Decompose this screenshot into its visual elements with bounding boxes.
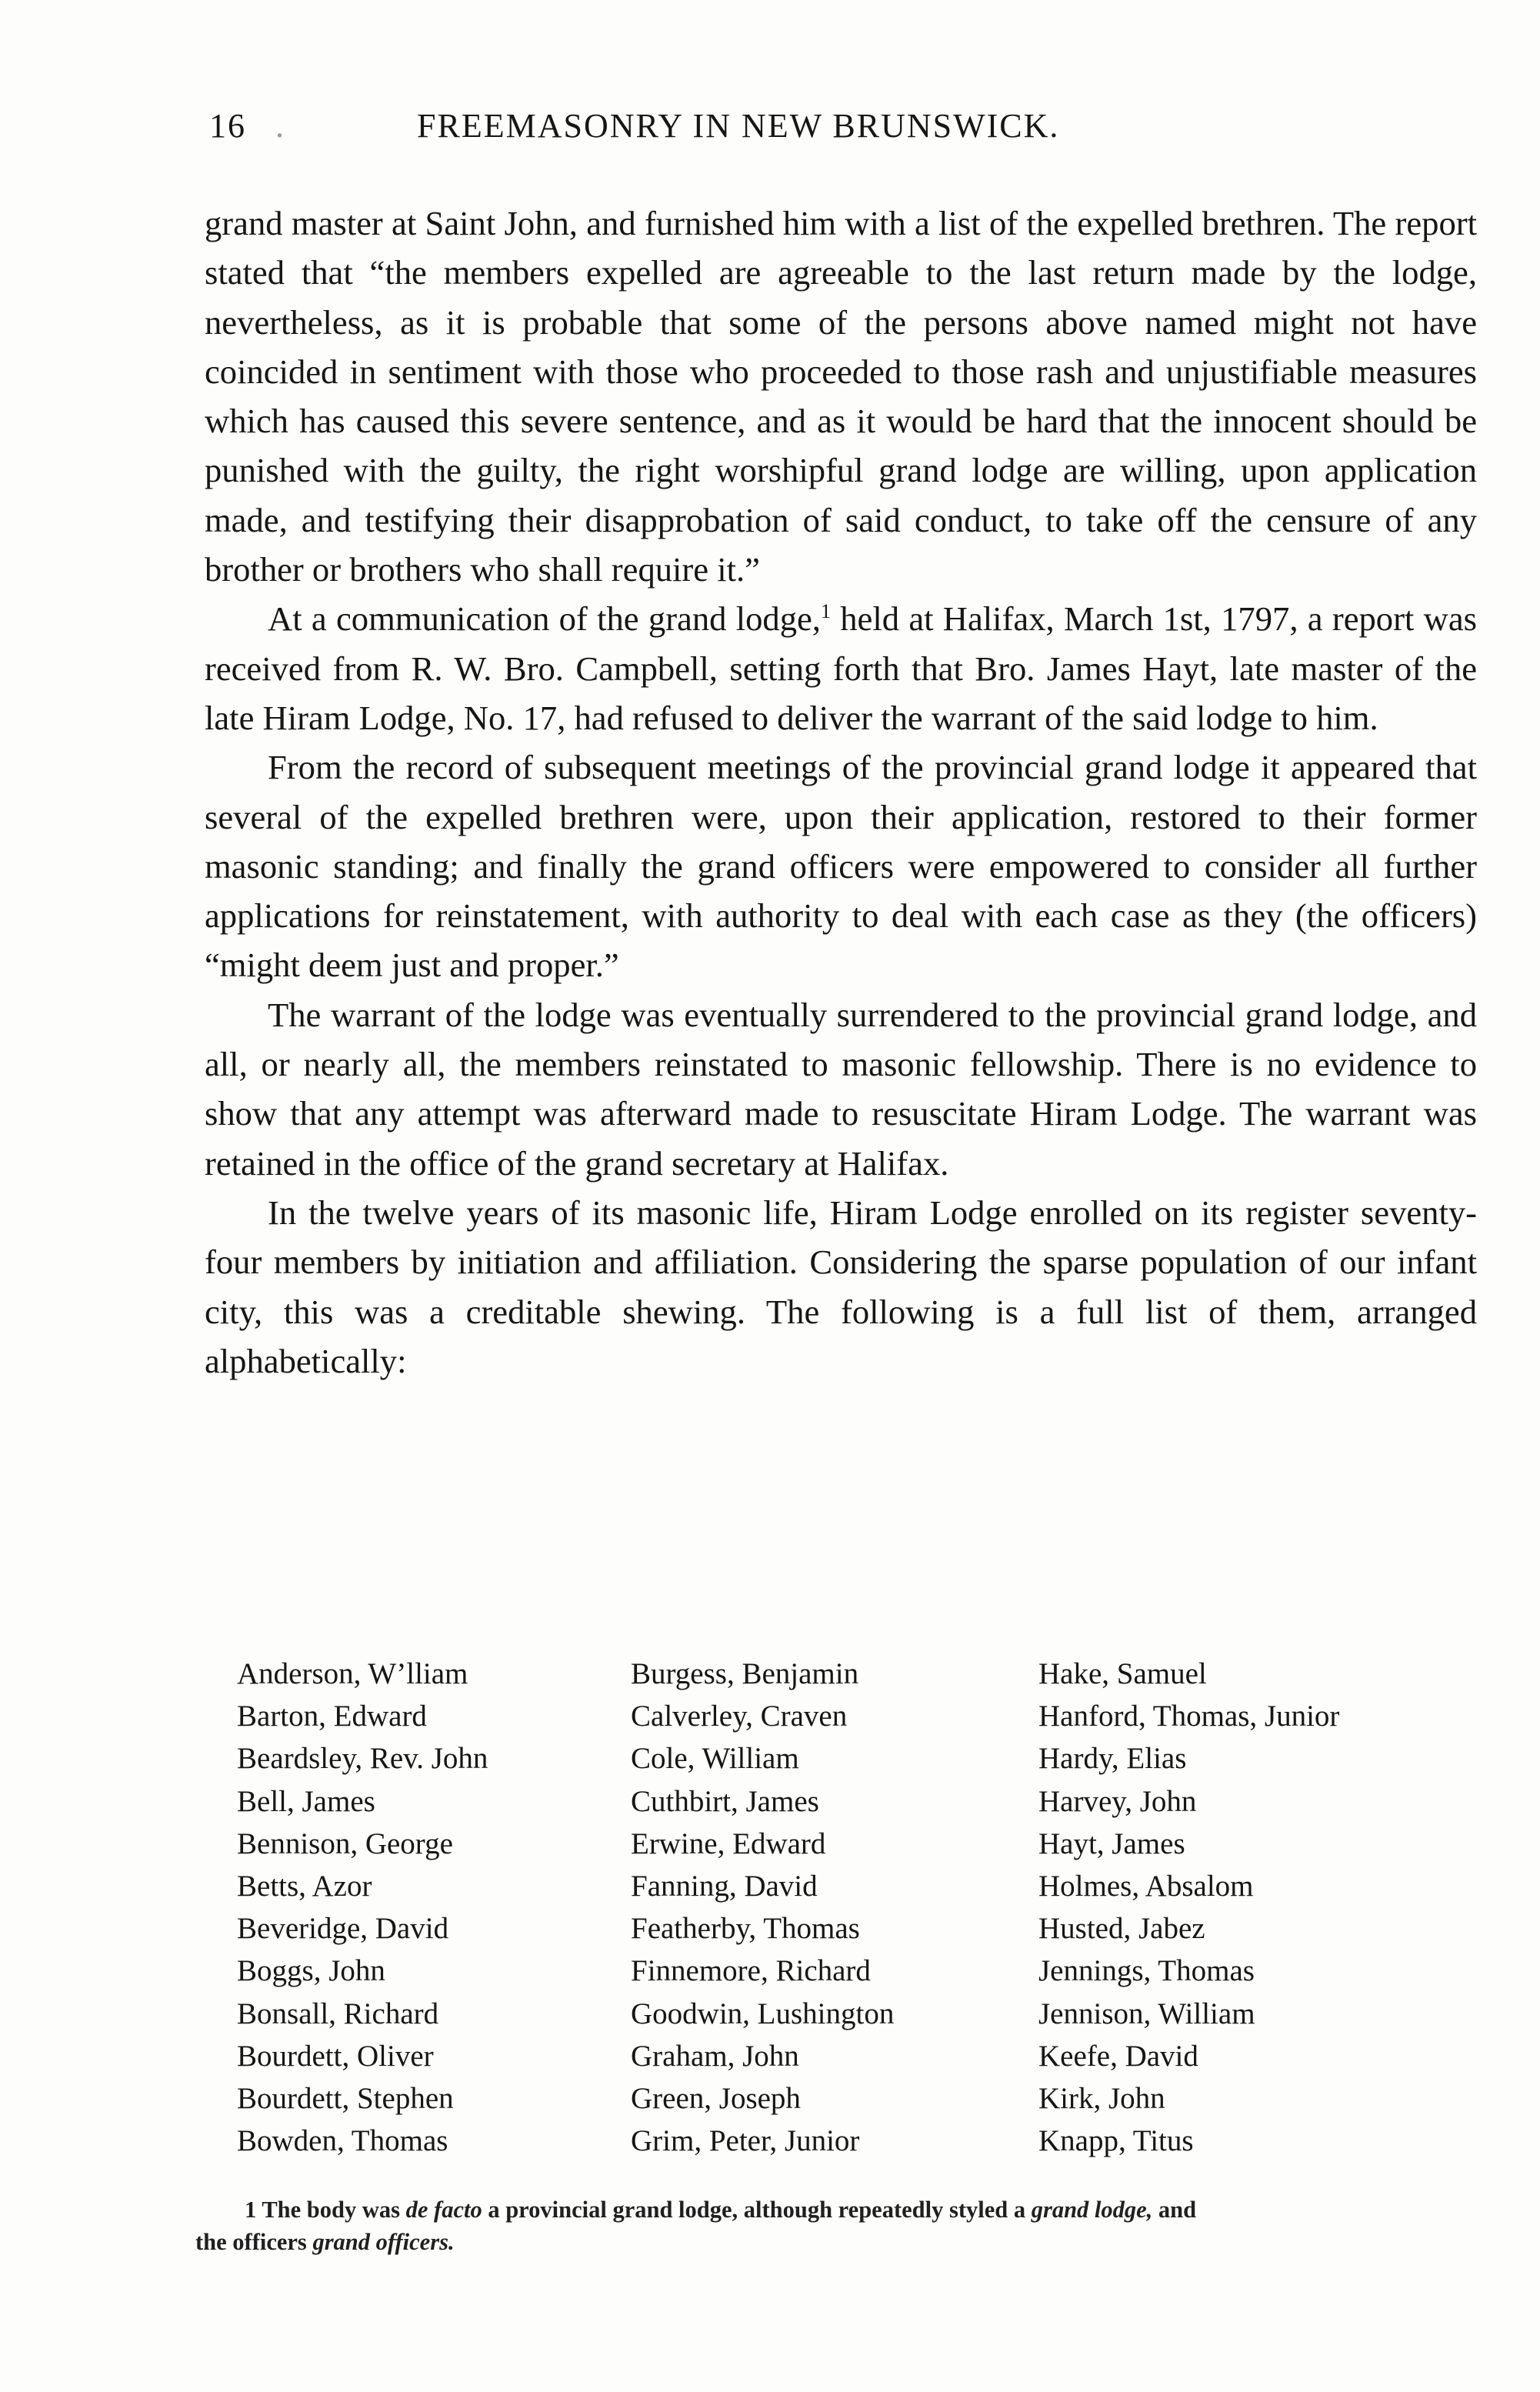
footnote-italic-de-facto: de facto bbox=[405, 2197, 482, 2223]
list-item: Graham, John bbox=[631, 2039, 799, 2073]
list-item: Erwine, Edward bbox=[631, 1827, 826, 1860]
member-list-column-3 bbox=[1038, 1653, 1339, 2162]
list-item: Hanford, Thomas, Junior bbox=[1038, 1700, 1340, 1733]
paragraph-warrant: The warrant of the lodge was eventually surrendered to the provincial grand lodge, and all, or nearly all, the members reinstated to masonic fellowship. There is no evidence to show that any attempt was afterward made to resuscitate Hiram Lodge. The warrant was retained in the office of the grand secretary at Halifax. bbox=[205, 995, 1477, 1183]
header-separator: . bbox=[275, 107, 285, 145]
paragraph-record: From the record of subsequent meetings of the provincial grand lodge it appeared that several of the expelled brethren were, upon their application, restored to their former masonic standing; and finally the grand officers were empowered to consider all further applications for reinstatement, with authority to deal with each case as they (the officers) “might deem just and proper.” bbox=[205, 748, 1477, 985]
footnote-number: 1 bbox=[245, 2197, 257, 2223]
footnote-line-2 bbox=[195, 2226, 1472, 2258]
list-item: Burgess, Benjamin bbox=[631, 1657, 859, 1690]
footnote bbox=[195, 2194, 1472, 2258]
list-item: Bonsall, Richard bbox=[237, 1997, 439, 2030]
list-item: Harvey, John bbox=[1038, 1784, 1197, 1818]
footnote-reference-mark[interactable]: 1 bbox=[820, 600, 831, 623]
list-item: Featherby, Thomas bbox=[631, 1912, 860, 1946]
list-item: Cole, William bbox=[631, 1742, 799, 1776]
footnote-italic-grand-officers: grand officers. bbox=[312, 2229, 455, 2255]
footnote-italic-grand-lodge: grand lodge, bbox=[1031, 2197, 1153, 2223]
communication-text-end: held at Halifax, March 1st, 1797, a report was received from R. W. Bro. Campbell, setting forth that Bro. James Hayt, late master of the late Hiram Lodge, No. 17, had refused to deliver the warrant of the said lodge to him. bbox=[205, 599, 1477, 737]
list-item: Hardy, Elias bbox=[1038, 1742, 1187, 1776]
list-item: Bell, James bbox=[237, 1784, 375, 1818]
list-item: Calverley, Craven bbox=[631, 1700, 848, 1733]
list-item: Holmes, Absalom bbox=[1038, 1870, 1254, 1903]
paragraph-continued: grand master at Saint John, and furnished him with a list of the expelled brethren. The report stated that “the members expelled are agreeable to the last return made by the lodge, nevertheless, as it is probable that some of the persons above named might not have coincided in sentiment with those who proceeded to those rash and unjustifiable measures which has caused this severe sentence, and as it would be hard that the innocent should be punished with the guilty, the right worshipful grand lodge are willing, upon application made, and testifying their disapprobation of said conduct, to take off the censure of any brother or brothers who shall require it.” bbox=[205, 204, 1477, 589]
list-item: Grim, Peter, Junior bbox=[631, 2124, 860, 2158]
body-text bbox=[205, 198, 1477, 1386]
footnote-line-1 bbox=[195, 2194, 1472, 2226]
footnote-text-2: a provincial grand lodge, although repeatedly styled a bbox=[482, 2197, 1032, 2223]
list-item: Fanning, David bbox=[631, 1870, 818, 1903]
list-item: Bourdett, Stephen bbox=[237, 2082, 454, 2116]
list-item: Boggs, John bbox=[237, 1954, 385, 1988]
list-item: Kirk, John bbox=[1038, 2082, 1165, 2116]
list-item: Bennison, George bbox=[237, 1827, 453, 1860]
list-item: Hayt, James bbox=[1038, 1827, 1185, 1860]
page-header bbox=[209, 106, 1486, 160]
list-item: Betts, Azor bbox=[237, 1870, 372, 1903]
list-item: Cuthbirt, James bbox=[631, 1784, 819, 1818]
list-item: Bourdett, Oliver bbox=[237, 2039, 434, 2073]
list-item: Goodwin, Lushington bbox=[631, 1997, 895, 2030]
list-item: Beveridge, David bbox=[237, 1912, 449, 1946]
member-list-column-1 bbox=[237, 1653, 488, 2162]
paragraph-communication bbox=[205, 594, 1477, 742]
list-item: Finnemore, Richard bbox=[631, 1954, 871, 1988]
list-item: Green, Joseph bbox=[631, 2082, 801, 2116]
member-list-column-2 bbox=[631, 1653, 894, 2162]
list-item: Bowden, Thomas bbox=[237, 2124, 448, 2158]
list-item: Jennison, William bbox=[1038, 1997, 1255, 2030]
footnote-text-1: The body was bbox=[262, 2197, 406, 2223]
list-item: Jennings, Thomas bbox=[1038, 1954, 1255, 1988]
footnote-text-3: and bbox=[1152, 2197, 1197, 2223]
paragraph-members: In the twelve years of its masonic life, Hiram Lodge enrolled on its register seventy-four members by initiation and affiliation. Considering the sparse population of our infant city, this was a creditable shewing. The following is a full list of them, arranged alphabetically: bbox=[205, 1193, 1477, 1380]
communication-text-start: At a communication of the grand lodge, bbox=[268, 599, 821, 639]
list-item: Barton, Edward bbox=[237, 1700, 427, 1733]
list-item: Beardsley, Rev. John bbox=[237, 1742, 488, 1776]
list-item: Keefe, David bbox=[1038, 2039, 1198, 2073]
running-title: FREEMASONRY IN NEW BRUNSWICK. bbox=[417, 107, 1060, 145]
list-item: Anderson, W’lliam bbox=[237, 1657, 468, 1690]
list-item: Knapp, Titus bbox=[1038, 2124, 1194, 2158]
footnote-text-4: the officers bbox=[195, 2229, 313, 2255]
list-item: Husted, Jabez bbox=[1038, 1912, 1205, 1946]
list-item: Hake, Samuel bbox=[1038, 1657, 1207, 1690]
page-number: 16 bbox=[209, 107, 246, 145]
